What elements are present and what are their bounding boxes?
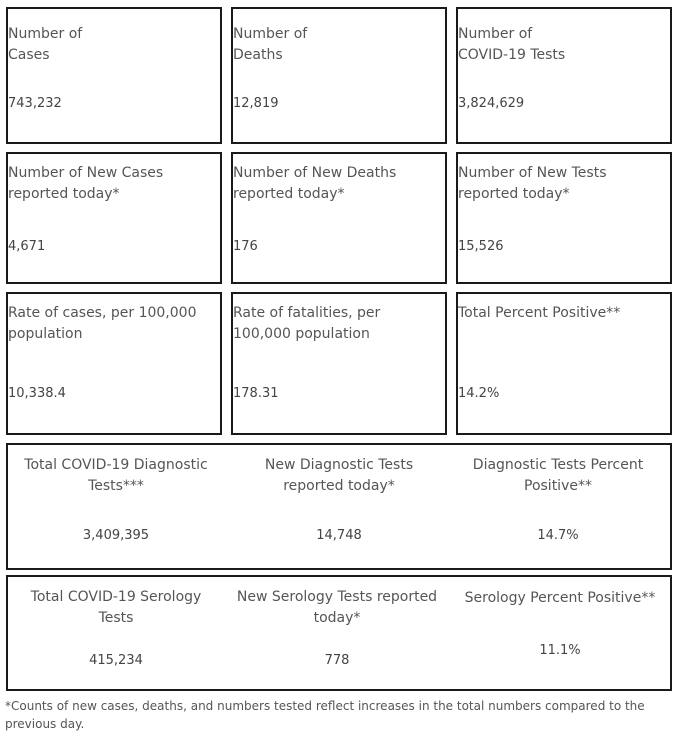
diagnostic-new-tests [231,445,447,568]
card-new-tests [456,152,672,284]
card-label: Number of New Cases reported today* [8,165,164,202]
cell-label: New Serology Tests reported today* [236,589,438,626]
card-value: 15,526 [458,239,504,254]
card-value: 10,338.4 [8,386,66,401]
cell-label: New Diagnostic Tests reported today* [264,457,414,494]
card-new-deaths [231,152,447,284]
card-new-cases [6,152,222,284]
cell-label: Total COVID-19 Serology Tests [30,589,202,626]
card-label: Rate of cases, per 100,000 population [8,305,197,342]
card-value: 743,232 [8,96,62,111]
card-label: Number of New Tests reported today* [458,165,607,202]
card-value: 3,824,629 [458,96,525,111]
card-number-of-tests [456,7,672,144]
card-label: Rate of fatalities, per 100,000 population [233,305,381,342]
card-rate-of-cases [6,292,222,435]
card-number-of-cases [6,7,222,144]
card-value: 4,671 [8,239,46,254]
card-label: Number of Deaths [233,26,308,63]
cell-value: 778 [324,653,350,668]
card-label: Number of COVID-19 Tests [458,26,566,63]
serology-percent-positive [452,577,668,689]
card-value: 178.31 [233,386,279,401]
diagnostic-percent-positive [450,445,666,568]
card-total-percent-positive [456,292,672,435]
cell-value: 11.1% [539,643,581,658]
footnote: *Counts of new cases, deaths, and numbers tested reflect increases in the total numbers compared to the previous day. [5,699,645,731]
cell-value: 14,748 [316,528,362,543]
card-value: 14.2% [458,386,500,401]
card-label: Total Percent Positive** [458,305,621,321]
card-label: Number of New Deaths reported today* [233,165,397,202]
card-number-of-deaths [231,7,447,144]
serology-new-tests [229,577,445,689]
card-value: 12,819 [233,96,279,111]
cell-label: Diagnostic Tests Percent Positive** [472,457,644,494]
card-label: Number of Cases [8,26,83,63]
diagnostic-total-tests [8,445,224,568]
cell-label: Total COVID-19 Diagnostic Tests*** [24,457,208,494]
card-rate-of-fatalities [231,292,447,435]
card-value: 176 [233,239,258,254]
cell-value: 415,234 [89,653,143,668]
cell-label: Serology Percent Positive** [464,590,656,606]
cell-value: 3,409,395 [82,528,150,543]
cell-value: 14.7% [537,528,579,543]
serology-total-tests [8,577,224,689]
